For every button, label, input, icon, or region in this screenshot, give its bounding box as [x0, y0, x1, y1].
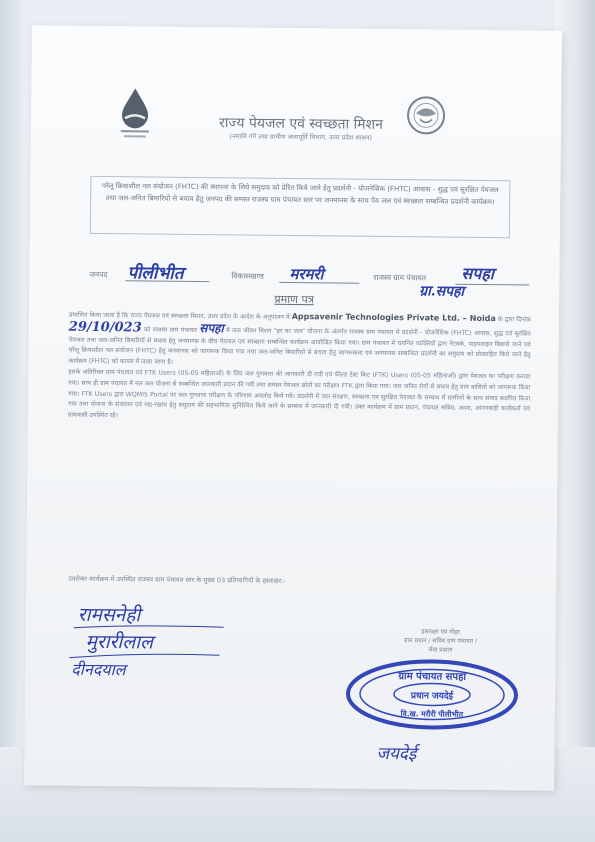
- background-right: [555, 0, 595, 842]
- block-value: मरमरी: [289, 264, 324, 284]
- participant-signature-1: रामसनेही: [77, 603, 141, 627]
- background-left: [0, 0, 22, 842]
- body-p1-mid: के द्वारा दिनांक: [497, 316, 531, 324]
- village-label: राजस्व ग्राम पंचायत: [373, 272, 427, 283]
- village-value: सपहा: [461, 263, 495, 284]
- signature-strokes: [65, 622, 235, 664]
- closing-text: उपरोक्त कार्यक्रम में उपस्थित राजस्व ग्राम पंचायत स्तर के मुख्य 03 प्रतिभागियों के हस्ताक्षर:-: [68, 574, 286, 585]
- body-p2: इसके अतिरिक्त ग्राम पंचायत एवं FTK Users (05-05 महिलाओं) के लिए जल गुणवत्ता की जानकारी दी गयी एवं फील्ड टेस्ट किट (FTK) Users (05-05 महिलाओं) द्वारा पेयजल का परीक्षण कराया गया। साथ ही ग्राम पंचायत में नल जल योजना से सम्बन्धित जानकारी प्रदान की गयी तथा समस्त पेयजल स्रोतों का परीक्षण FTK द्वारा किया गया। जल जनित रोगों से बचाव हेतु ग्राम वासियों को जागरूक किया गया। FTK Users द्वारा WQMIS Portal पर जल गुणवत्ता परीक्षण के परिणाम अपलोड किये गये। प्रदर्शनी में जल संरक्षण, स्वच्छता एवं सुरक्षित पेयजल के सम्बन्ध में ग्रामीणों के साथ संवाद स्थापित किया गया तथा योजना के संचालन एवं रख-रखाव हेतु समुदाय की सहभागिता सुनिश्चित किये जाने के सम्बन्ध में जानकारी दी गयी। उक्त कार्यक्रम में ग्राम प्रधान, पंचायत सचिव, आशा, आंगनबाड़ी कार्यकर्ता एवं ग्रामवासी उपस्थित रहे।: [67, 368, 531, 420]
- panchayat-stamp: [343, 657, 522, 733]
- mission-logo-icon: [113, 84, 158, 142]
- body-p1-tail: को राजस्व ग्राम पंचायत: [143, 326, 197, 334]
- body-p1-rest: में जल जीवन मिशन "हर घर जल" योजना के अंतर्गत राजस्व ग्राम पंचायत में प्रदर्शनी - योजनेशिक (FHTC) आवास, शुद्ध एवं सुरक्षित पेयजल तथा जल-जनित बिमारियों से बचाव हेतु जनमानस के बीच पेयजल एवं स्वच्छता सम्बन्धित कार्यक्रम आयोजित किया गया। ग्राम पंचायत में चयनित व्यक्तियों द्वारा नेटवर्क, पाइपलाइन बिछाये जाने एवं घरेलू क्रियाशील नल संयोजन (FHTC) हेतु जनमानस को जागरूक किया गया तथा जल-जनित बिमारियों से बचाव हेतु जागरूकता एवं जनमानस सम्बन्धित प्रदर्शनी का समुदाय को प्रोत्साहित किये जाने हेतु कार्यक्रम (FHTC) को कायम में लाया जाना है।: [68, 327, 531, 366]
- signatory-line-2: ग्राम प्रधान / सचिव ग्राम पंचायत /: [404, 637, 478, 645]
- block-label: विकासखण्ड: [231, 271, 265, 281]
- village-underline: [455, 284, 529, 286]
- district-label: जनपद: [89, 269, 108, 280]
- stamp-line-1: ग्राम पंचायत सपहा: [398, 671, 467, 683]
- company-name: Appsavenir Technologies Private Ltd. – Noida: [291, 311, 496, 324]
- signatory-block: [370, 627, 510, 655]
- village-inline: सपहा: [199, 320, 224, 336]
- participant-signature-2: मुरारीलाल: [85, 630, 154, 654]
- stamp-line-2: प्रधान जयदेई: [410, 691, 454, 702]
- participant-signature-3: दीनदयाल: [71, 659, 126, 680]
- district-value: पीलीभीत: [127, 263, 184, 284]
- village-value-2: ग्रा.सपहा: [419, 283, 465, 300]
- intro-box: परेलू क्रियाशील नल संयोजन (FHTC) की स्थापना के लिये समुदाय को प्रेरित किये जाने हेतु प्रदर्शनी - योजनेशिक (FHTC) आवास - शुद्ध एवं सुरक्षित पेयजल तथा जल-जनित बिमारियों से बचाव हेतु जनपद की समस्त राजस्व ग्राम पंचायत स्तर पर जनमानस के साथ पेय जल एवं स्वच्छता सम्बन्धित प्रदर्शनी कार्यक्रम।: [90, 176, 511, 238]
- signatory-line-3: सेवा प्रदाता: [428, 646, 453, 654]
- certificate-body: [68, 310, 531, 427]
- header-title: राज्य पेयजल एवं स्वच्छता मिशन: [218, 115, 383, 133]
- state-emblem-icon: [406, 95, 446, 135]
- date-value: 29/10/023: [68, 319, 142, 336]
- stamp-line-3: वि.ख. मरौरी पीलीभीत: [400, 709, 464, 719]
- body-p1-start: प्रमाणित किया जाता है कि राज्य पेयजल एवं स्वच्छता मिशन, उत्तर प्रदेश के आदेश के अनुपालन में: [68, 311, 290, 321]
- document-sheet: [24, 25, 562, 791]
- pradhan-signature: जयदेई: [376, 743, 417, 765]
- header-subtitle: (नमामि गंगे तथा ग्रामीण जलापूर्ति विभाग, उत्तर प्रदेश शासन): [229, 132, 373, 142]
- signatory-line-1: हस्ताक्षर एवं मोहर: [421, 628, 460, 636]
- certificate-title: प्रमाण पत्र: [274, 292, 314, 307]
